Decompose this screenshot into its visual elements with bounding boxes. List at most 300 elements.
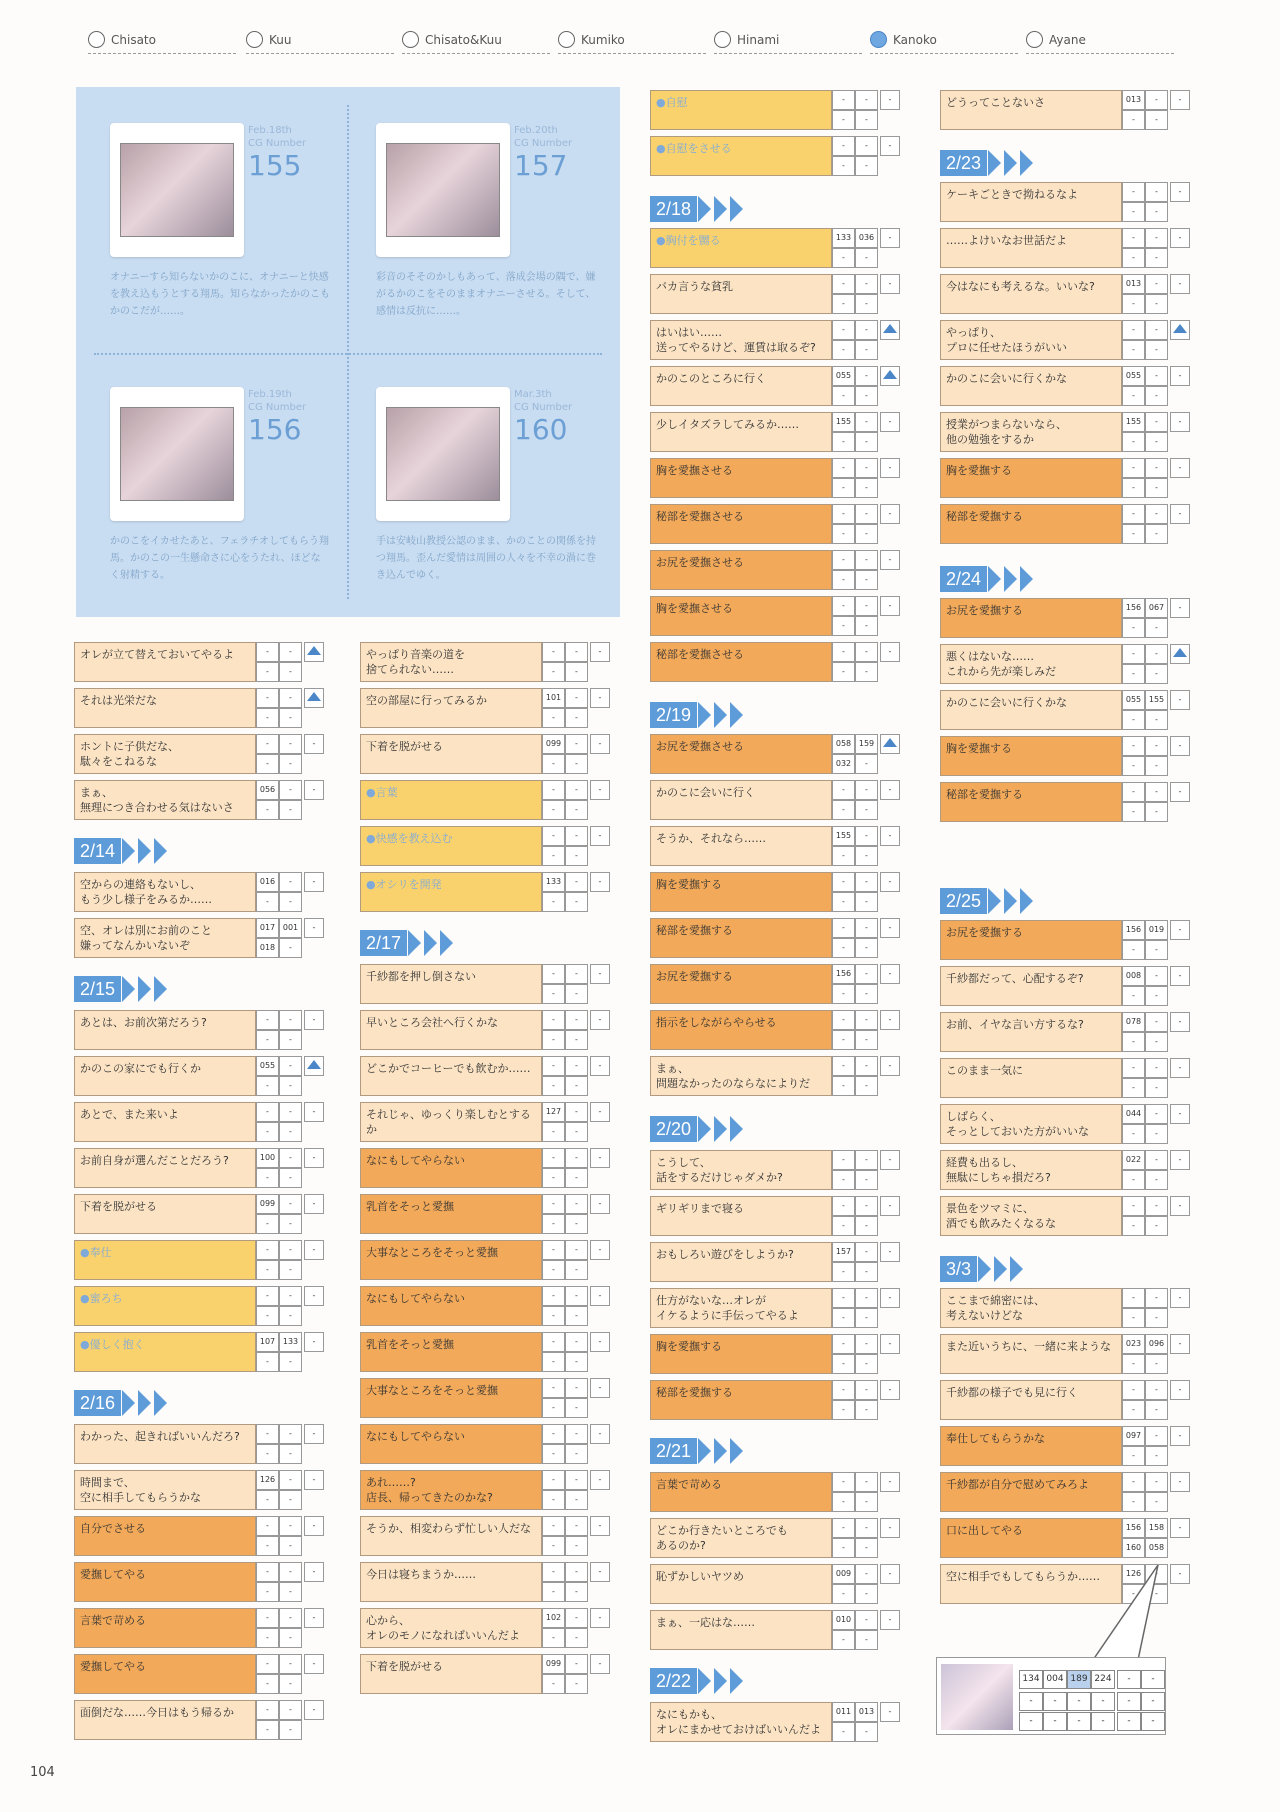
cg-cell: - <box>855 800 878 820</box>
cg-cell: - <box>256 1444 279 1464</box>
choice-text: また近いうちに、一緒に来ような <box>940 1334 1122 1374</box>
cg-cell: 159 <box>855 734 878 754</box>
chevron-right-icon <box>154 838 167 864</box>
choice-text: どこか行きたいところでも あるのか? <box>650 1518 832 1558</box>
blank-cell: - <box>880 274 900 294</box>
cg-cell: - <box>855 1518 878 1538</box>
cg-cell: 155 <box>1145 690 1168 710</box>
cg-cell: - <box>855 754 878 774</box>
cg-cell: - <box>565 1424 588 1444</box>
choice-text: 仕方がないな…オレが イケるように手伝ってやるよ <box>650 1288 832 1328</box>
blank-cell: - <box>1170 1518 1190 1538</box>
choice-text: なにもかも、 オレにまかせておけばいいんだよ <box>650 1702 832 1742</box>
cg-cell: 156 <box>1122 598 1145 618</box>
cg-cell: - <box>1145 1584 1168 1604</box>
choice-text: かのこに会いに行くかな <box>940 366 1122 406</box>
blank-cell: - <box>880 1702 900 1722</box>
chevron-right-icon <box>440 930 453 956</box>
cg-cell: - <box>542 984 565 1004</box>
thumb-cell: - <box>1067 1712 1091 1731</box>
cg-cell: - <box>279 938 302 958</box>
cg-cell: - <box>542 662 565 682</box>
cg-cell: - <box>1122 1216 1145 1236</box>
blank-cell: - <box>590 1378 610 1398</box>
chevron-right-icon <box>424 930 437 956</box>
cg-cell: 126 <box>256 1470 279 1490</box>
cg-cell: - <box>256 1582 279 1602</box>
cg-cell: - <box>832 596 855 616</box>
chevron-right-icon <box>730 196 743 222</box>
date-header <box>74 1390 167 1416</box>
blank-cell: - <box>304 1286 324 1306</box>
cg-cell: - <box>565 1076 588 1096</box>
blank-cell: - <box>590 1102 610 1122</box>
cg-cell: - <box>832 1262 855 1282</box>
cg-cell: - <box>832 340 855 360</box>
choice-text: 胸を愛撫する <box>650 872 832 912</box>
cg-cell: 055 <box>256 1056 279 1076</box>
cg-cell: - <box>279 708 302 728</box>
cg-cell: - <box>1145 986 1168 1006</box>
cg-cell: - <box>832 550 855 570</box>
cg-cell: - <box>1145 90 1168 110</box>
chevron-right-icon <box>122 976 135 1002</box>
blank-cell: - <box>880 1056 900 1076</box>
cg-cell: - <box>565 1332 588 1352</box>
cg-cell: - <box>279 1056 302 1076</box>
blank-cell: - <box>304 872 324 892</box>
up-arrow-icon <box>1170 644 1190 664</box>
radio-icon <box>402 31 419 48</box>
cg-cell: - <box>279 1122 302 1142</box>
cg-cell: - <box>832 662 855 682</box>
blank-cell: - <box>590 1286 610 1306</box>
cg-cell: - <box>256 1628 279 1648</box>
cg-cell: - <box>279 1102 302 1122</box>
choice-text: 千紗都だって、心配するぞ? <box>940 966 1122 1006</box>
cg-cell: 036 <box>855 228 878 248</box>
choice-text: ●優しく抱く <box>74 1332 256 1372</box>
cg-number: 156 <box>248 413 302 446</box>
cg-cell: - <box>279 1444 302 1464</box>
chevron-right-icon <box>988 150 1001 176</box>
cg-cell: 099 <box>542 1654 565 1674</box>
thumb-cell: - <box>1117 1712 1141 1731</box>
blank-cell: - <box>304 1470 324 1490</box>
cg-date: Feb.18th <box>248 125 292 136</box>
cg-cell: - <box>256 1654 279 1674</box>
blank-cell: - <box>590 1654 610 1674</box>
blank-cell: - <box>880 550 900 570</box>
cg-cell: - <box>542 1240 565 1260</box>
cg-cell: - <box>1145 1216 1168 1236</box>
cg-cell: 019 <box>1145 920 1168 940</box>
cg-cell: - <box>832 984 855 1004</box>
cg-cell: - <box>855 1288 878 1308</box>
cg-description: 彩音のそそのかしもあって、落成会場の隅で、嫌がるかのこをそのままオナニーさせる。そして、感情は反抗に……。 <box>376 272 596 317</box>
cg-cell: - <box>279 1582 302 1602</box>
thumb-cell: 189 <box>1067 1670 1091 1689</box>
cg-cell: - <box>855 1056 878 1076</box>
cg-cell: - <box>855 892 878 912</box>
cg-cell: - <box>832 1196 855 1216</box>
cg-cell: - <box>1145 782 1168 802</box>
tab-chisato-kuu[interactable] <box>402 26 550 54</box>
tab-ayane[interactable] <box>1026 26 1174 54</box>
cg-cell: - <box>1145 1104 1168 1124</box>
cg-cell: - <box>256 1352 279 1372</box>
blank-cell: - <box>590 688 610 708</box>
cg-cell: - <box>565 1562 588 1582</box>
cg-cell: - <box>855 918 878 938</box>
cg-cell: - <box>279 1720 302 1740</box>
cg-cell: - <box>279 1148 302 1168</box>
date-header <box>940 566 1033 592</box>
choice-text: ●自慰 <box>650 90 832 130</box>
cg-cell: 156 <box>832 964 855 984</box>
tab-kuu[interactable] <box>246 26 394 54</box>
cg-cell: - <box>565 708 588 728</box>
cg-cell: - <box>1145 1032 1168 1052</box>
choice-text: 秘部を愛撫させる <box>650 642 832 682</box>
blank-cell: - <box>880 642 900 662</box>
blank-cell: - <box>590 964 610 984</box>
blank-cell: - <box>304 1194 324 1214</box>
choice-text: 空の部屋に行ってみるか <box>360 688 542 728</box>
blank-cell: - <box>590 872 610 892</box>
cg-cell: - <box>565 1536 588 1556</box>
cg-cell: - <box>256 1536 279 1556</box>
cg-cell: - <box>832 320 855 340</box>
choice-text: 奉仕してもらうかな <box>940 1426 1122 1466</box>
cg-cell: - <box>1145 386 1168 406</box>
cg-cell: - <box>832 800 855 820</box>
cg-cell: - <box>565 846 588 866</box>
cg-cell: - <box>855 1334 878 1354</box>
cg-cell: - <box>1145 1012 1168 1032</box>
blank-cell: - <box>880 1380 900 1400</box>
cg-cell: - <box>279 1306 302 1326</box>
blank-cell: - <box>590 1240 610 1260</box>
cg-cell: - <box>832 458 855 478</box>
choice-text: あとは、お前次第だろう? <box>74 1010 256 1050</box>
cg-cell: - <box>1122 1170 1145 1190</box>
blank-cell: - <box>1170 1564 1190 1584</box>
up-arrow-icon <box>304 642 324 662</box>
chevron-right-icon <box>698 1668 711 1694</box>
blank-cell: - <box>880 90 900 110</box>
cg-cell: - <box>832 1472 855 1492</box>
choice-text: お前自身が選んだことだろう? <box>74 1148 256 1188</box>
cg-image <box>386 407 500 501</box>
cg-cell: - <box>855 550 878 570</box>
cg-cell: - <box>565 1194 588 1214</box>
cg-cell: - <box>855 1354 878 1374</box>
cg-cell: - <box>832 90 855 110</box>
cg-cell: - <box>832 1722 855 1742</box>
cg-cell: - <box>855 1584 878 1604</box>
cg-cell: - <box>855 1538 878 1558</box>
cg-cell: - <box>1122 1472 1145 1492</box>
choice-text: それは光栄だな <box>74 688 256 728</box>
thumb-cell: - <box>1091 1712 1115 1731</box>
cg-cell: - <box>1145 110 1168 130</box>
cg-cell: - <box>256 1562 279 1582</box>
cg-cell: - <box>1122 1446 1145 1466</box>
choice-text: お尻を愛撫する <box>650 964 832 1004</box>
cg-cell: - <box>279 1608 302 1628</box>
cg-cell: - <box>832 1308 855 1328</box>
blank-cell: - <box>880 136 900 156</box>
cg-cell: - <box>1145 412 1168 432</box>
cg-cell: 155 <box>1122 412 1145 432</box>
cg-cell: - <box>1145 1288 1168 1308</box>
choice-text: バカ言うな貧乳 <box>650 274 832 314</box>
tab-chisato[interactable] <box>88 26 236 54</box>
cg-cell: - <box>1122 340 1145 360</box>
cg-cell: - <box>256 688 279 708</box>
cg-cell: - <box>855 412 878 432</box>
cg-cell: - <box>855 1262 878 1282</box>
cg-date: Feb.19th <box>248 389 292 400</box>
cg-cell: 155 <box>832 826 855 846</box>
cg-cell: 032 <box>832 754 855 774</box>
cg-cell: - <box>256 734 279 754</box>
choice-text: ●言葉 <box>360 780 542 820</box>
thumb-cell: - <box>1141 1670 1165 1689</box>
chevron-right-icon <box>714 1116 727 1142</box>
cg-cell: - <box>279 642 302 662</box>
blank-cell: - <box>590 826 610 846</box>
cg-cell: 013 <box>1122 274 1145 294</box>
cg-cell: - <box>832 1492 855 1512</box>
cg-cell: - <box>279 1536 302 1556</box>
blank-cell: - <box>304 918 324 938</box>
choice-text: はいはい…… 送ってやるけど、運賃は取るぞ? <box>650 320 832 360</box>
cg-cell: - <box>1145 1308 1168 1328</box>
cg-cell: - <box>542 846 565 866</box>
blank-cell: - <box>1170 1196 1190 1216</box>
cg-cell: 156 <box>1122 920 1145 940</box>
cg-cell: - <box>279 1214 302 1234</box>
cg-cell: - <box>256 642 279 662</box>
blank-cell: - <box>590 780 610 800</box>
choice-text: 心から、 オレのモノになればいいんだよ <box>360 1608 542 1648</box>
cg-cell: - <box>855 1610 878 1630</box>
cg-cell: - <box>832 642 855 662</box>
cg-cell: 156 <box>1122 1518 1145 1538</box>
cg-cell: - <box>565 1240 588 1260</box>
choice-text: ……よけいなお世話だよ <box>940 228 1122 268</box>
chevron-right-icon <box>988 566 1001 592</box>
cg-cell: - <box>855 1400 878 1420</box>
date-label: 2/21 <box>650 1438 697 1464</box>
cg-cell: - <box>1145 274 1168 294</box>
choice-text: 秘部を愛撫する <box>940 504 1122 544</box>
date-header <box>74 976 167 1002</box>
choice-text: あとで、また来いよ <box>74 1102 256 1142</box>
cg-image <box>120 143 234 237</box>
choice-text: 今日は寝ちまうか…… <box>360 1562 542 1602</box>
chevron-right-icon <box>154 1390 167 1416</box>
blank-cell: - <box>880 872 900 892</box>
chevron-right-icon <box>1004 888 1017 914</box>
cg-image <box>386 143 500 237</box>
blank-cell: - <box>880 1334 900 1354</box>
cg-cell: - <box>1122 1288 1145 1308</box>
tab-hinami[interactable] <box>714 26 862 54</box>
cg-cell: 099 <box>542 734 565 754</box>
cg-cell: - <box>565 1260 588 1280</box>
blank-cell: - <box>590 1470 610 1490</box>
date-label: 2/15 <box>74 976 121 1002</box>
choice-text: 胸を愛撫する <box>940 458 1122 498</box>
cg-cell: - <box>542 1490 565 1510</box>
cg-cell: - <box>832 872 855 892</box>
cg-cell: 133 <box>279 1332 302 1352</box>
blank-cell: - <box>1170 182 1190 202</box>
choice-text: お尻を愛撫させる <box>650 550 832 590</box>
cg-cell: - <box>256 1424 279 1444</box>
cg-cell: - <box>542 708 565 728</box>
chevron-right-icon <box>714 702 727 728</box>
choice-text: お尻を愛撫させる <box>650 734 832 774</box>
tab-kumiko[interactable] <box>558 26 706 54</box>
blank-cell: - <box>1170 1012 1190 1032</box>
chevron-right-icon <box>122 838 135 864</box>
cg-cell: - <box>542 1194 565 1214</box>
choice-text: 恥ずかしいヤツめ <box>650 1564 832 1604</box>
cg-cell: - <box>1122 1354 1145 1374</box>
character-tabs <box>88 26 1178 56</box>
choice-text: 授業がつまらないなら、 他の勉強をするか <box>940 412 1122 452</box>
blank-cell: - <box>590 1332 610 1352</box>
choice-text: 下着を脱がせる <box>360 1654 542 1694</box>
cg-cell: - <box>1122 1078 1145 1098</box>
cg-cell: - <box>1122 1492 1145 1512</box>
cg-cell: - <box>279 1490 302 1510</box>
cg-cell: - <box>1122 248 1145 268</box>
tab-kanoko[interactable] <box>870 26 1018 54</box>
cg-cell: 013 <box>855 1702 878 1722</box>
blank-cell: - <box>880 1150 900 1170</box>
choice-text: 秘部を愛撫する <box>650 1380 832 1420</box>
cg-cell: 001 <box>279 918 302 938</box>
cg-cell: - <box>542 1214 565 1234</box>
cg-cell: 107 <box>256 1332 279 1352</box>
choice-text: なにもしてやらない <box>360 1148 542 1188</box>
blank-cell: - <box>304 1148 324 1168</box>
blank-cell: - <box>590 1424 610 1444</box>
choice-text: こうして、 話をするだけじゃダメか? <box>650 1150 832 1190</box>
date-label: 2/20 <box>650 1116 697 1142</box>
cg-cell: - <box>1122 1380 1145 1400</box>
cg-cell: - <box>855 458 878 478</box>
cg-cell: - <box>542 780 565 800</box>
up-arrow-icon <box>304 1056 324 1076</box>
cg-cell: - <box>832 846 855 866</box>
thumb-cell: - <box>1091 1692 1115 1711</box>
choice-text: 胸を愛撫させる <box>650 458 832 498</box>
cg-cell: - <box>565 1010 588 1030</box>
blank-cell: - <box>304 1608 324 1628</box>
cg-cell: - <box>855 478 878 498</box>
cg-cell: - <box>1122 1196 1145 1216</box>
date-header <box>940 1256 1023 1282</box>
choice-text: あれ……? 店長、帰ってきたのかな? <box>360 1470 542 1510</box>
chevron-right-icon <box>698 196 711 222</box>
choice-text: ここまで綿密には、 考えないけどな <box>940 1288 1122 1328</box>
chevron-right-icon <box>698 702 711 728</box>
cg-cell: - <box>832 1400 855 1420</box>
cg-cell: - <box>832 1170 855 1190</box>
choice-text: わかった、起きればいいんだろ? <box>74 1424 256 1464</box>
cg-cell: - <box>1122 644 1145 664</box>
cg-cell: - <box>565 1516 588 1536</box>
chevron-right-icon <box>714 1438 727 1464</box>
choice-text: 愛撫してやる <box>74 1562 256 1602</box>
choice-text: 下着を脱がせる <box>360 734 542 774</box>
cg-cell: - <box>1145 736 1168 756</box>
cg-cell: 157 <box>832 1242 855 1262</box>
blank-cell: - <box>1170 1150 1190 1170</box>
choice-text: 時間まで、 空に相手してもらうかな <box>74 1470 256 1510</box>
cg-cell: 058 <box>1145 1538 1168 1558</box>
choice-text: 千紗都を押し倒さない <box>360 964 542 1004</box>
tab-label: Ayane <box>1049 32 1086 47</box>
blank-cell: - <box>590 1194 610 1214</box>
choice-text: お尻を愛撫する <box>940 598 1122 638</box>
blank-cell: - <box>1170 274 1190 294</box>
cg-cell: - <box>855 340 878 360</box>
cg-cell: - <box>256 1168 279 1188</box>
date-header <box>650 1438 743 1464</box>
cg-cell: - <box>855 596 878 616</box>
choice-text: 秘部を愛撫する <box>650 918 832 958</box>
cg-cell: - <box>1122 1058 1145 1078</box>
date-header <box>940 150 1033 176</box>
cg-number-label: CG Number <box>514 138 573 149</box>
blank-cell: - <box>304 1516 324 1536</box>
up-arrow-icon <box>304 688 324 708</box>
date-header <box>650 702 743 728</box>
blank-cell: - <box>304 1102 324 1122</box>
choice-text: 下着を脱がせる <box>74 1194 256 1234</box>
choice-text: まぁ、 問題なかったのならなによりだ <box>650 1056 832 1096</box>
cg-cell: - <box>279 1286 302 1306</box>
blank-cell: - <box>880 780 900 800</box>
cg-cell: - <box>279 872 302 892</box>
cg-cell: - <box>832 504 855 524</box>
choice-text: それじゃ、ゆっくり楽しむとするか <box>360 1102 542 1142</box>
cg-cell: - <box>279 1470 302 1490</box>
cg-cell: - <box>832 386 855 406</box>
cg-cell: - <box>279 662 302 682</box>
cg-cell: - <box>1145 802 1168 822</box>
blank-cell: - <box>880 1472 900 1492</box>
blank-cell: - <box>1170 90 1190 110</box>
cg-cell: - <box>832 274 855 294</box>
blank-cell: - <box>1170 1426 1190 1446</box>
cg-photo <box>376 387 510 521</box>
cg-cell: 127 <box>542 1102 565 1122</box>
cg-cell: - <box>279 1194 302 1214</box>
cg-cell: - <box>1145 524 1168 544</box>
cg-description: オナニーすら知らないかのこに、オナニーと快感を教え込もうとする翔馬。知らなかったかのこもかのこだが……。 <box>110 272 330 317</box>
cg-cell: - <box>565 964 588 984</box>
cg-cell: - <box>565 800 588 820</box>
chevron-right-icon <box>698 1438 711 1464</box>
